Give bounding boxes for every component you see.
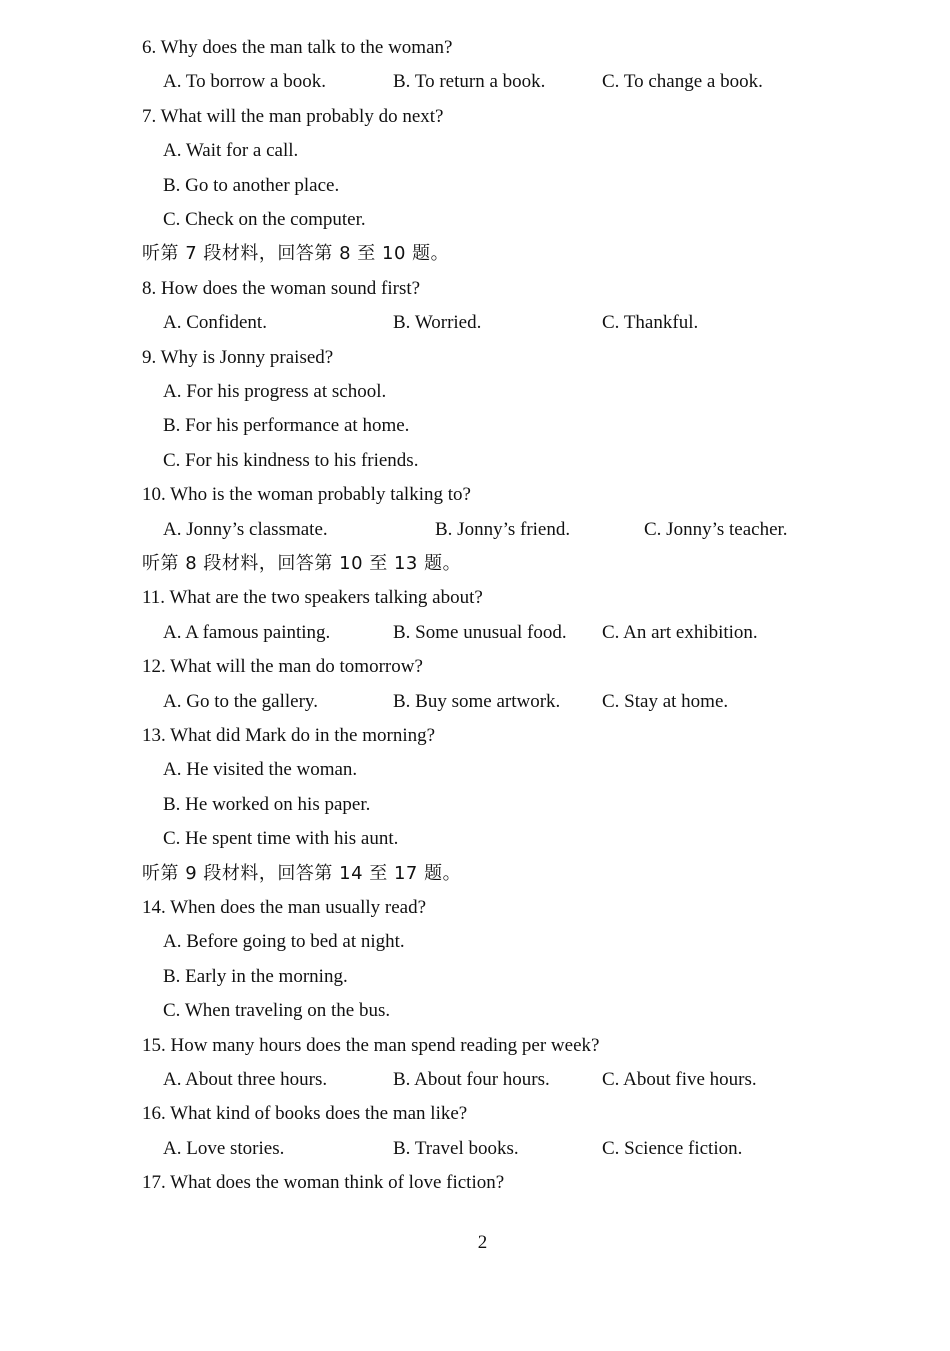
question-text: 11. What are the two speakers talking about? (142, 587, 483, 608)
section-instruction: 听第 9 段材料，回答第 14 至 17 题。 (142, 863, 462, 884)
answer-option-b: B. Travel books. (393, 1138, 519, 1159)
answer-option-b: B. To return a book. (393, 71, 546, 92)
answer-option: A. Wait for a call. (163, 140, 299, 161)
answer-option: A. Before going to bed at night. (163, 931, 405, 952)
answer-option: B. Go to another place. (163, 175, 340, 196)
question-text: 10. Who is the woman probably talking to? (142, 484, 471, 505)
question-text: 6. Why does the man talk to the woman? (142, 37, 453, 58)
answer-option: B. For his performance at home. (163, 415, 410, 436)
answer-option: B. Early in the morning. (163, 966, 348, 987)
answer-option-a: A. To borrow a book. (163, 71, 326, 92)
answer-option: A. He visited the woman. (163, 759, 358, 780)
answer-option-b: B. Some unusual food. (393, 622, 567, 643)
answer-option-b: B. Jonny’s friend. (435, 519, 571, 540)
answer-option-c: C. Thankful. (602, 312, 699, 333)
question-text: 17. What does the woman think of love fiction? (142, 1172, 505, 1193)
answer-option-c: C. Jonny’s teacher. (644, 519, 788, 540)
answer-option-c: C. Science fiction. (602, 1138, 743, 1159)
question-text: 9. Why is Jonny praised? (142, 347, 334, 368)
answer-option-a: A. About three hours. (163, 1069, 328, 1090)
question-text: 15. How many hours does the man spend reading per week? (142, 1035, 600, 1056)
answer-option-c: C. About five hours. (602, 1069, 757, 1090)
answer-option-b: B. Worried. (393, 312, 482, 333)
section-instruction: 听第 8 段材料，回答第 10 至 13 题。 (142, 553, 462, 574)
answer-option-a: A. Jonny’s classmate. (163, 519, 328, 540)
question-text: 14. When does the man usually read? (142, 897, 427, 918)
answer-option-a: A. Confident. (163, 312, 267, 333)
page-number: 2 (477, 1232, 488, 1253)
answer-option-a: A. Love stories. (163, 1138, 285, 1159)
answer-option: C. He spent time with his aunt. (163, 828, 399, 849)
answer-option: A. For his progress at school. (163, 381, 387, 402)
answer-option-a: A. A famous painting. (163, 622, 331, 643)
question-text: 8. How does the woman sound first? (142, 278, 421, 299)
answer-option-b: B. Buy some artwork. (393, 691, 561, 712)
answer-option-a: A. Go to the gallery. (163, 691, 318, 712)
answer-option-c: C. To change a book. (602, 71, 763, 92)
question-text: 7. What will the man probably do next? (142, 106, 444, 127)
answer-option: C. When traveling on the bus. (163, 1000, 391, 1021)
question-text: 12. What will the man do tomorrow? (142, 656, 423, 677)
question-text: 13. What did Mark do in the morning? (142, 725, 436, 746)
answer-option: C. Check on the computer. (163, 209, 366, 230)
answer-option-c: C. Stay at home. (602, 691, 729, 712)
answer-option-b: B. About four hours. (393, 1069, 550, 1090)
answer-option: B. He worked on his paper. (163, 794, 371, 815)
section-instruction: 听第 7 段材料，回答第 8 至 10 题。 (142, 243, 450, 264)
question-text: 16. What kind of books does the man like? (142, 1103, 468, 1124)
answer-option-c: C. An art exhibition. (602, 622, 758, 643)
answer-option: C. For his kindness to his friends. (163, 450, 419, 471)
